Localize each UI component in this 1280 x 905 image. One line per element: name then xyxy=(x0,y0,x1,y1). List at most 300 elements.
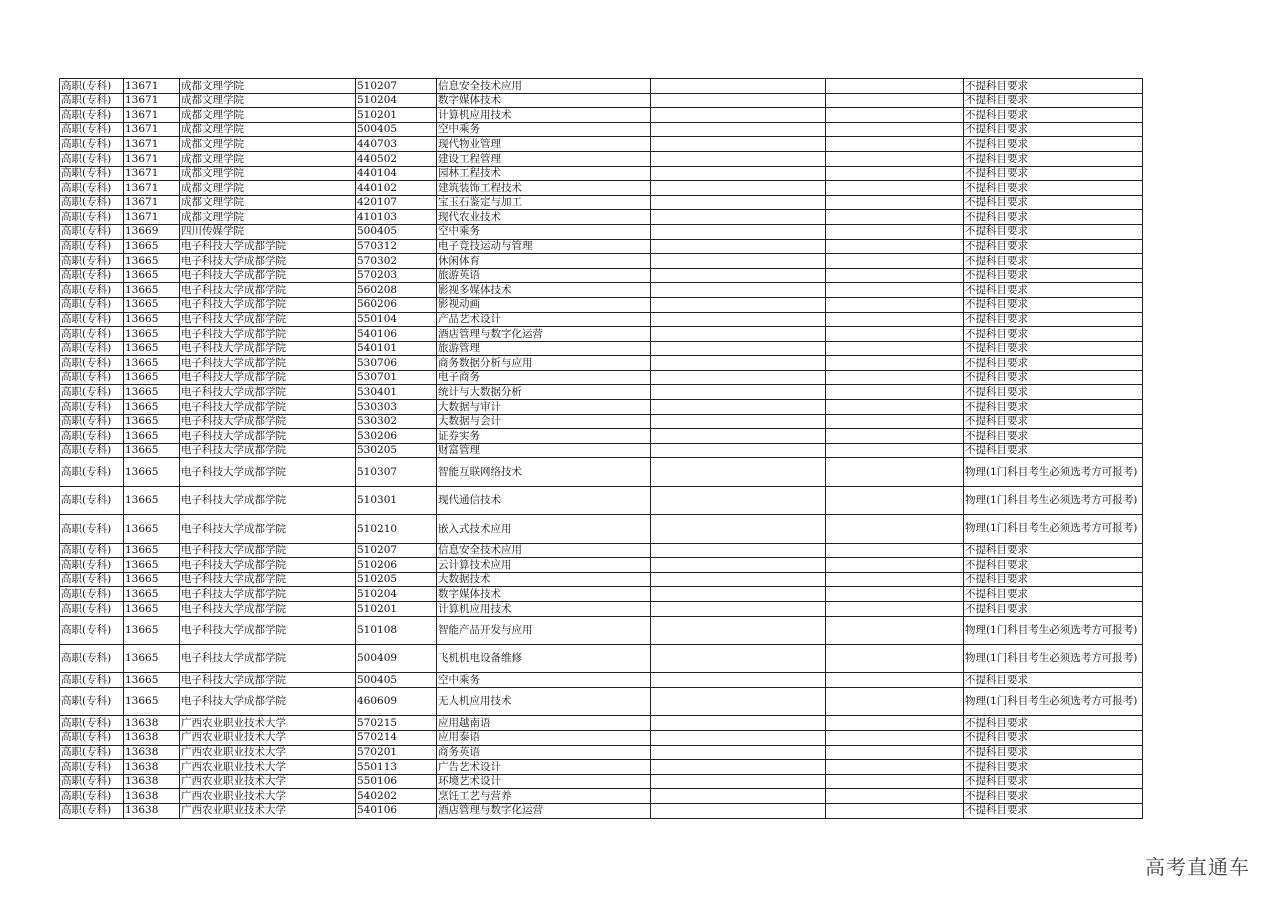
requirement-cell: 不提科目要求 xyxy=(964,760,1143,775)
blank-cell xyxy=(826,356,964,371)
level-cell: 高职(专科) xyxy=(60,601,124,616)
school-code-cell: 13665 xyxy=(124,515,180,543)
table-row xyxy=(60,166,1143,181)
major-name-cell: 园林工程技术 xyxy=(437,166,651,181)
major-name-cell: 旅游英语 xyxy=(437,268,651,283)
major-code-cell: 510201 xyxy=(356,601,437,616)
school-code-cell: 13665 xyxy=(124,414,180,429)
major-code-cell: 510108 xyxy=(356,616,437,644)
school-code-cell: 13665 xyxy=(124,616,180,644)
table-row xyxy=(60,443,1143,458)
blank-cell xyxy=(826,601,964,616)
requirement-cell: 不提科目要求 xyxy=(964,341,1143,356)
major-code-cell: 540106 xyxy=(356,803,437,818)
major-code-cell: 510207 xyxy=(356,543,437,558)
requirement-cell: 不提科目要求 xyxy=(964,543,1143,558)
requirement-cell: 不提科目要求 xyxy=(964,774,1143,789)
school-code-cell: 13665 xyxy=(124,429,180,444)
table-row xyxy=(60,789,1143,804)
blank-cell xyxy=(826,774,964,789)
school-code-cell: 13665 xyxy=(124,572,180,587)
major-code-cell: 440703 xyxy=(356,137,437,152)
school-code-cell: 13665 xyxy=(124,558,180,573)
blank-cell xyxy=(826,572,964,587)
major-name-cell: 嵌入式技术应用 xyxy=(437,515,651,543)
school-code-cell: 13671 xyxy=(124,195,180,210)
school-name-cell: 电子科技大学成都学院 xyxy=(180,687,356,715)
requirement-cell: 不提科目要求 xyxy=(964,137,1143,152)
major-name-cell: 影视多媒体技术 xyxy=(437,283,651,298)
school-name-cell: 成都文理学院 xyxy=(180,79,356,94)
requirement-cell: 不提科目要求 xyxy=(964,210,1143,225)
major-code-cell: 500409 xyxy=(356,644,437,672)
level-cell: 高职(专科) xyxy=(60,486,124,514)
school-name-cell: 电子科技大学成都学院 xyxy=(180,443,356,458)
blank-cell xyxy=(651,181,826,196)
level-cell: 高职(专科) xyxy=(60,297,124,312)
blank-cell xyxy=(826,730,964,745)
school-name-cell: 电子科技大学成都学院 xyxy=(180,327,356,342)
school-name-cell: 电子科技大学成都学院 xyxy=(180,515,356,543)
school-code-cell: 13638 xyxy=(124,803,180,818)
school-code-cell: 13671 xyxy=(124,166,180,181)
table-row xyxy=(60,151,1143,166)
blank-cell xyxy=(651,760,826,775)
school-code-cell: 13665 xyxy=(124,283,180,298)
requirement-cell: 物理(1门科目考生必须选考方可报考) xyxy=(964,687,1143,715)
major-code-cell: 550104 xyxy=(356,312,437,327)
major-code-cell: 420107 xyxy=(356,195,437,210)
blank-cell xyxy=(826,93,964,108)
table-row xyxy=(60,283,1143,298)
table-row xyxy=(60,803,1143,818)
level-cell: 高职(专科) xyxy=(60,687,124,715)
level-cell: 高职(专科) xyxy=(60,458,124,486)
blank-cell xyxy=(651,283,826,298)
blank-cell xyxy=(651,803,826,818)
major-code-cell: 540101 xyxy=(356,341,437,356)
major-name-cell: 计算机应用技术 xyxy=(437,108,651,123)
requirement-cell: 物理(1门科目考生必须选考方可报考) xyxy=(964,644,1143,672)
school-code-cell: 13665 xyxy=(124,341,180,356)
major-name-cell: 电子竞技运动与管理 xyxy=(437,239,651,254)
major-name-cell: 广告艺术设计 xyxy=(437,760,651,775)
school-code-cell: 13665 xyxy=(124,486,180,514)
level-cell: 高职(专科) xyxy=(60,745,124,760)
major-name-cell: 应用泰语 xyxy=(437,730,651,745)
school-name-cell: 电子科技大学成都学院 xyxy=(180,429,356,444)
school-name-cell: 广西农业职业技术大学 xyxy=(180,716,356,731)
level-cell: 高职(专科) xyxy=(60,730,124,745)
level-cell: 高职(专科) xyxy=(60,195,124,210)
school-name-cell: 电子科技大学成都学院 xyxy=(180,254,356,269)
school-code-cell: 13665 xyxy=(124,297,180,312)
blank-cell xyxy=(651,458,826,486)
school-code-cell: 13665 xyxy=(124,356,180,371)
school-name-cell: 电子科技大学成都学院 xyxy=(180,370,356,385)
requirement-cell: 不提科目要求 xyxy=(964,151,1143,166)
blank-cell xyxy=(651,297,826,312)
requirement-cell: 不提科目要求 xyxy=(964,601,1143,616)
level-cell: 高职(专科) xyxy=(60,151,124,166)
major-code-cell: 460609 xyxy=(356,687,437,715)
admission-table xyxy=(59,78,1143,819)
requirement-cell: 不提科目要求 xyxy=(964,268,1143,283)
school-name-cell: 电子科技大学成都学院 xyxy=(180,601,356,616)
table-row xyxy=(60,385,1143,400)
table-row xyxy=(60,370,1143,385)
blank-cell xyxy=(651,122,826,137)
blank-cell xyxy=(826,760,964,775)
major-code-cell: 570201 xyxy=(356,745,437,760)
major-code-cell: 570214 xyxy=(356,730,437,745)
school-name-cell: 电子科技大学成都学院 xyxy=(180,572,356,587)
major-name-cell: 智能产品开发与应用 xyxy=(437,616,651,644)
table-row xyxy=(60,210,1143,225)
school-name-cell: 电子科技大学成都学院 xyxy=(180,543,356,558)
blank-cell xyxy=(651,730,826,745)
major-code-cell: 500405 xyxy=(356,224,437,239)
requirement-cell: 不提科目要求 xyxy=(964,414,1143,429)
level-cell: 高职(专科) xyxy=(60,327,124,342)
level-cell: 高职(专科) xyxy=(60,210,124,225)
major-code-cell: 550113 xyxy=(356,760,437,775)
school-name-cell: 成都文理学院 xyxy=(180,93,356,108)
blank-cell xyxy=(826,224,964,239)
school-code-cell: 13665 xyxy=(124,385,180,400)
table-row xyxy=(60,558,1143,573)
requirement-cell: 不提科目要求 xyxy=(964,181,1143,196)
major-code-cell: 440102 xyxy=(356,181,437,196)
school-name-cell: 电子科技大学成都学院 xyxy=(180,486,356,514)
requirement-cell: 不提科目要求 xyxy=(964,803,1143,818)
level-cell: 高职(专科) xyxy=(60,515,124,543)
blank-cell xyxy=(826,515,964,543)
requirement-cell: 不提科目要求 xyxy=(964,93,1143,108)
major-code-cell: 530205 xyxy=(356,443,437,458)
level-cell: 高职(专科) xyxy=(60,283,124,298)
major-code-cell: 440104 xyxy=(356,166,437,181)
school-name-cell: 电子科技大学成都学院 xyxy=(180,644,356,672)
table-row xyxy=(60,458,1143,486)
blank-cell xyxy=(651,587,826,602)
school-name-cell: 广西农业职业技术大学 xyxy=(180,730,356,745)
blank-cell xyxy=(651,385,826,400)
table-row xyxy=(60,687,1143,715)
blank-cell xyxy=(651,572,826,587)
major-name-cell: 智能互联网络技术 xyxy=(437,458,651,486)
blank-cell xyxy=(651,616,826,644)
requirement-cell: 不提科目要求 xyxy=(964,730,1143,745)
major-code-cell: 550106 xyxy=(356,774,437,789)
school-code-cell: 13638 xyxy=(124,760,180,775)
school-code-cell: 13665 xyxy=(124,312,180,327)
major-code-cell: 560208 xyxy=(356,283,437,298)
major-name-cell: 空中乘务 xyxy=(437,673,651,688)
requirement-cell: 不提科目要求 xyxy=(964,79,1143,94)
table-body xyxy=(60,79,1143,819)
school-name-cell: 成都文理学院 xyxy=(180,108,356,123)
blank-cell xyxy=(826,616,964,644)
school-name-cell: 电子科技大学成都学院 xyxy=(180,283,356,298)
school-name-cell: 成都文理学院 xyxy=(180,210,356,225)
major-code-cell: 410103 xyxy=(356,210,437,225)
requirement-cell: 不提科目要求 xyxy=(964,283,1143,298)
school-name-cell: 电子科技大学成都学院 xyxy=(180,458,356,486)
school-code-cell: 13671 xyxy=(124,137,180,152)
school-name-cell: 成都文理学院 xyxy=(180,181,356,196)
blank-cell xyxy=(826,370,964,385)
blank-cell xyxy=(826,789,964,804)
major-name-cell: 数字媒体技术 xyxy=(437,587,651,602)
major-code-cell: 570215 xyxy=(356,716,437,731)
major-code-cell: 530401 xyxy=(356,385,437,400)
level-cell: 高职(专科) xyxy=(60,803,124,818)
school-code-cell: 13669 xyxy=(124,224,180,239)
major-code-cell: 440502 xyxy=(356,151,437,166)
school-code-cell: 13665 xyxy=(124,673,180,688)
requirement-cell: 不提科目要求 xyxy=(964,239,1143,254)
school-name-cell: 电子科技大学成都学院 xyxy=(180,414,356,429)
table-row xyxy=(60,239,1143,254)
blank-cell xyxy=(826,166,964,181)
blank-cell xyxy=(826,687,964,715)
blank-cell xyxy=(826,458,964,486)
school-code-cell: 13665 xyxy=(124,601,180,616)
school-name-cell: 成都文理学院 xyxy=(180,151,356,166)
blank-cell xyxy=(651,239,826,254)
table-row xyxy=(60,108,1143,123)
blank-cell xyxy=(651,166,826,181)
school-code-cell: 13671 xyxy=(124,210,180,225)
major-code-cell: 530701 xyxy=(356,370,437,385)
table-row xyxy=(60,515,1143,543)
table-row xyxy=(60,730,1143,745)
major-code-cell: 510301 xyxy=(356,486,437,514)
blank-cell xyxy=(651,601,826,616)
blank-cell xyxy=(826,151,964,166)
major-code-cell: 500405 xyxy=(356,673,437,688)
major-name-cell: 信息安全技术应用 xyxy=(437,543,651,558)
table-row xyxy=(60,268,1143,283)
requirement-cell: 不提科目要求 xyxy=(964,254,1143,269)
level-cell: 高职(专科) xyxy=(60,400,124,415)
table-row xyxy=(60,601,1143,616)
school-name-cell: 电子科技大学成都学院 xyxy=(180,312,356,327)
blank-cell xyxy=(651,137,826,152)
school-name-cell: 电子科技大学成都学院 xyxy=(180,297,356,312)
blank-cell xyxy=(651,195,826,210)
table-row xyxy=(60,327,1143,342)
school-code-cell: 13638 xyxy=(124,730,180,745)
blank-cell xyxy=(651,254,826,269)
requirement-cell: 不提科目要求 xyxy=(964,122,1143,137)
requirement-cell: 物理(1门科目考生必须选考方可报考) xyxy=(964,458,1143,486)
school-code-cell: 13665 xyxy=(124,239,180,254)
school-name-cell: 电子科技大学成都学院 xyxy=(180,616,356,644)
major-code-cell: 540106 xyxy=(356,327,437,342)
requirement-cell: 不提科目要求 xyxy=(964,312,1143,327)
blank-cell xyxy=(826,79,964,94)
table-row xyxy=(60,745,1143,760)
blank-cell xyxy=(651,687,826,715)
blank-cell xyxy=(651,745,826,760)
major-name-cell: 无人机应用技术 xyxy=(437,687,651,715)
level-cell: 高职(专科) xyxy=(60,429,124,444)
table-row xyxy=(60,587,1143,602)
table-row xyxy=(60,543,1143,558)
blank-cell xyxy=(826,429,964,444)
major-name-cell: 商务数据分析与应用 xyxy=(437,356,651,371)
level-cell: 高职(专科) xyxy=(60,572,124,587)
requirement-cell: 物理(1门科目考生必须选考方可报考) xyxy=(964,616,1143,644)
level-cell: 高职(专科) xyxy=(60,558,124,573)
level-cell: 高职(专科) xyxy=(60,93,124,108)
blank-cell xyxy=(826,122,964,137)
requirement-cell: 不提科目要求 xyxy=(964,108,1143,123)
major-name-cell: 酒店管理与数字化运营 xyxy=(437,803,651,818)
school-code-cell: 13671 xyxy=(124,122,180,137)
school-code-cell: 13638 xyxy=(124,745,180,760)
major-name-cell: 商务英语 xyxy=(437,745,651,760)
major-code-cell: 500405 xyxy=(356,122,437,137)
major-code-cell: 510204 xyxy=(356,587,437,602)
major-name-cell: 环境艺术设计 xyxy=(437,774,651,789)
blank-cell xyxy=(826,400,964,415)
requirement-cell: 不提科目要求 xyxy=(964,195,1143,210)
level-cell: 高职(专科) xyxy=(60,543,124,558)
major-code-cell: 530303 xyxy=(356,400,437,415)
school-name-cell: 广西农业职业技术大学 xyxy=(180,789,356,804)
school-name-cell: 成都文理学院 xyxy=(180,195,356,210)
major-name-cell: 数字媒体技术 xyxy=(437,93,651,108)
requirement-cell: 不提科目要求 xyxy=(964,327,1143,342)
major-code-cell: 530302 xyxy=(356,414,437,429)
major-name-cell: 空中乘务 xyxy=(437,224,651,239)
school-code-cell: 13665 xyxy=(124,268,180,283)
blank-cell xyxy=(651,356,826,371)
blank-cell xyxy=(651,151,826,166)
level-cell: 高职(专科) xyxy=(60,370,124,385)
blank-cell xyxy=(651,224,826,239)
school-name-cell: 成都文理学院 xyxy=(180,137,356,152)
level-cell: 高职(专科) xyxy=(60,414,124,429)
requirement-cell: 不提科目要求 xyxy=(964,297,1143,312)
major-name-cell: 现代通信技术 xyxy=(437,486,651,514)
requirement-cell: 不提科目要求 xyxy=(964,370,1143,385)
major-code-cell: 570312 xyxy=(356,239,437,254)
major-name-cell: 计算机应用技术 xyxy=(437,601,651,616)
level-cell: 高职(专科) xyxy=(60,673,124,688)
major-name-cell: 烹饪工艺与营养 xyxy=(437,789,651,804)
blank-cell xyxy=(651,486,826,514)
table-row xyxy=(60,774,1143,789)
major-name-cell: 应用越南语 xyxy=(437,716,651,731)
table-row xyxy=(60,400,1143,415)
level-cell: 高职(专科) xyxy=(60,79,124,94)
requirement-cell: 不提科目要求 xyxy=(964,789,1143,804)
blank-cell xyxy=(651,558,826,573)
major-name-cell: 产品艺术设计 xyxy=(437,312,651,327)
requirement-cell: 不提科目要求 xyxy=(964,716,1143,731)
blank-cell xyxy=(826,716,964,731)
blank-cell xyxy=(651,789,826,804)
blank-cell xyxy=(651,370,826,385)
requirement-cell: 不提科目要求 xyxy=(964,572,1143,587)
blank-cell xyxy=(651,327,826,342)
level-cell: 高职(专科) xyxy=(60,137,124,152)
blank-cell xyxy=(826,181,964,196)
requirement-cell: 不提科目要求 xyxy=(964,443,1143,458)
school-code-cell: 13665 xyxy=(124,370,180,385)
requirement-cell: 不提科目要求 xyxy=(964,558,1143,573)
major-code-cell: 540202 xyxy=(356,789,437,804)
level-cell: 高职(专科) xyxy=(60,789,124,804)
major-name-cell: 建设工程管理 xyxy=(437,151,651,166)
requirement-cell: 不提科目要求 xyxy=(964,356,1143,371)
level-cell: 高职(专科) xyxy=(60,760,124,775)
blank-cell xyxy=(826,297,964,312)
table-row xyxy=(60,760,1143,775)
blank-cell xyxy=(826,210,964,225)
school-code-cell: 13671 xyxy=(124,93,180,108)
level-cell: 高职(专科) xyxy=(60,385,124,400)
major-name-cell: 影视动画 xyxy=(437,297,651,312)
school-code-cell: 13638 xyxy=(124,716,180,731)
table-row xyxy=(60,572,1143,587)
major-code-cell: 510206 xyxy=(356,558,437,573)
blank-cell xyxy=(651,268,826,283)
school-name-cell: 广西农业职业技术大学 xyxy=(180,774,356,789)
school-name-cell: 四川传媒学院 xyxy=(180,224,356,239)
blank-cell xyxy=(826,443,964,458)
blank-cell xyxy=(651,644,826,672)
table-row xyxy=(60,341,1143,356)
blank-cell xyxy=(651,93,826,108)
requirement-cell: 不提科目要求 xyxy=(964,166,1143,181)
blank-cell xyxy=(651,673,826,688)
requirement-cell: 物理(1门科目考生必须选考方可报考) xyxy=(964,515,1143,543)
blank-cell xyxy=(651,716,826,731)
major-name-cell: 建筑装饰工程技术 xyxy=(437,181,651,196)
school-code-cell: 13665 xyxy=(124,587,180,602)
blank-cell xyxy=(651,515,826,543)
level-cell: 高职(专科) xyxy=(60,268,124,283)
major-name-cell: 宝玉石鉴定与加工 xyxy=(437,195,651,210)
level-cell: 高职(专科) xyxy=(60,166,124,181)
blank-cell xyxy=(651,341,826,356)
blank-cell xyxy=(826,745,964,760)
blank-cell xyxy=(826,137,964,152)
blank-cell xyxy=(651,443,826,458)
school-code-cell: 13665 xyxy=(124,443,180,458)
blank-cell xyxy=(826,803,964,818)
school-code-cell: 13665 xyxy=(124,254,180,269)
level-cell: 高职(专科) xyxy=(60,254,124,269)
level-cell: 高职(专科) xyxy=(60,356,124,371)
major-name-cell: 云计算技术应用 xyxy=(437,558,651,573)
major-name-cell: 统计与大数据分析 xyxy=(437,385,651,400)
level-cell: 高职(专科) xyxy=(60,616,124,644)
blank-cell xyxy=(651,108,826,123)
school-name-cell: 电子科技大学成都学院 xyxy=(180,341,356,356)
major-name-cell: 信息安全技术应用 xyxy=(437,79,651,94)
school-name-cell: 电子科技大学成都学院 xyxy=(180,587,356,602)
blank-cell xyxy=(651,79,826,94)
blank-cell xyxy=(826,312,964,327)
school-name-cell: 电子科技大学成都学院 xyxy=(180,385,356,400)
table-row xyxy=(60,122,1143,137)
